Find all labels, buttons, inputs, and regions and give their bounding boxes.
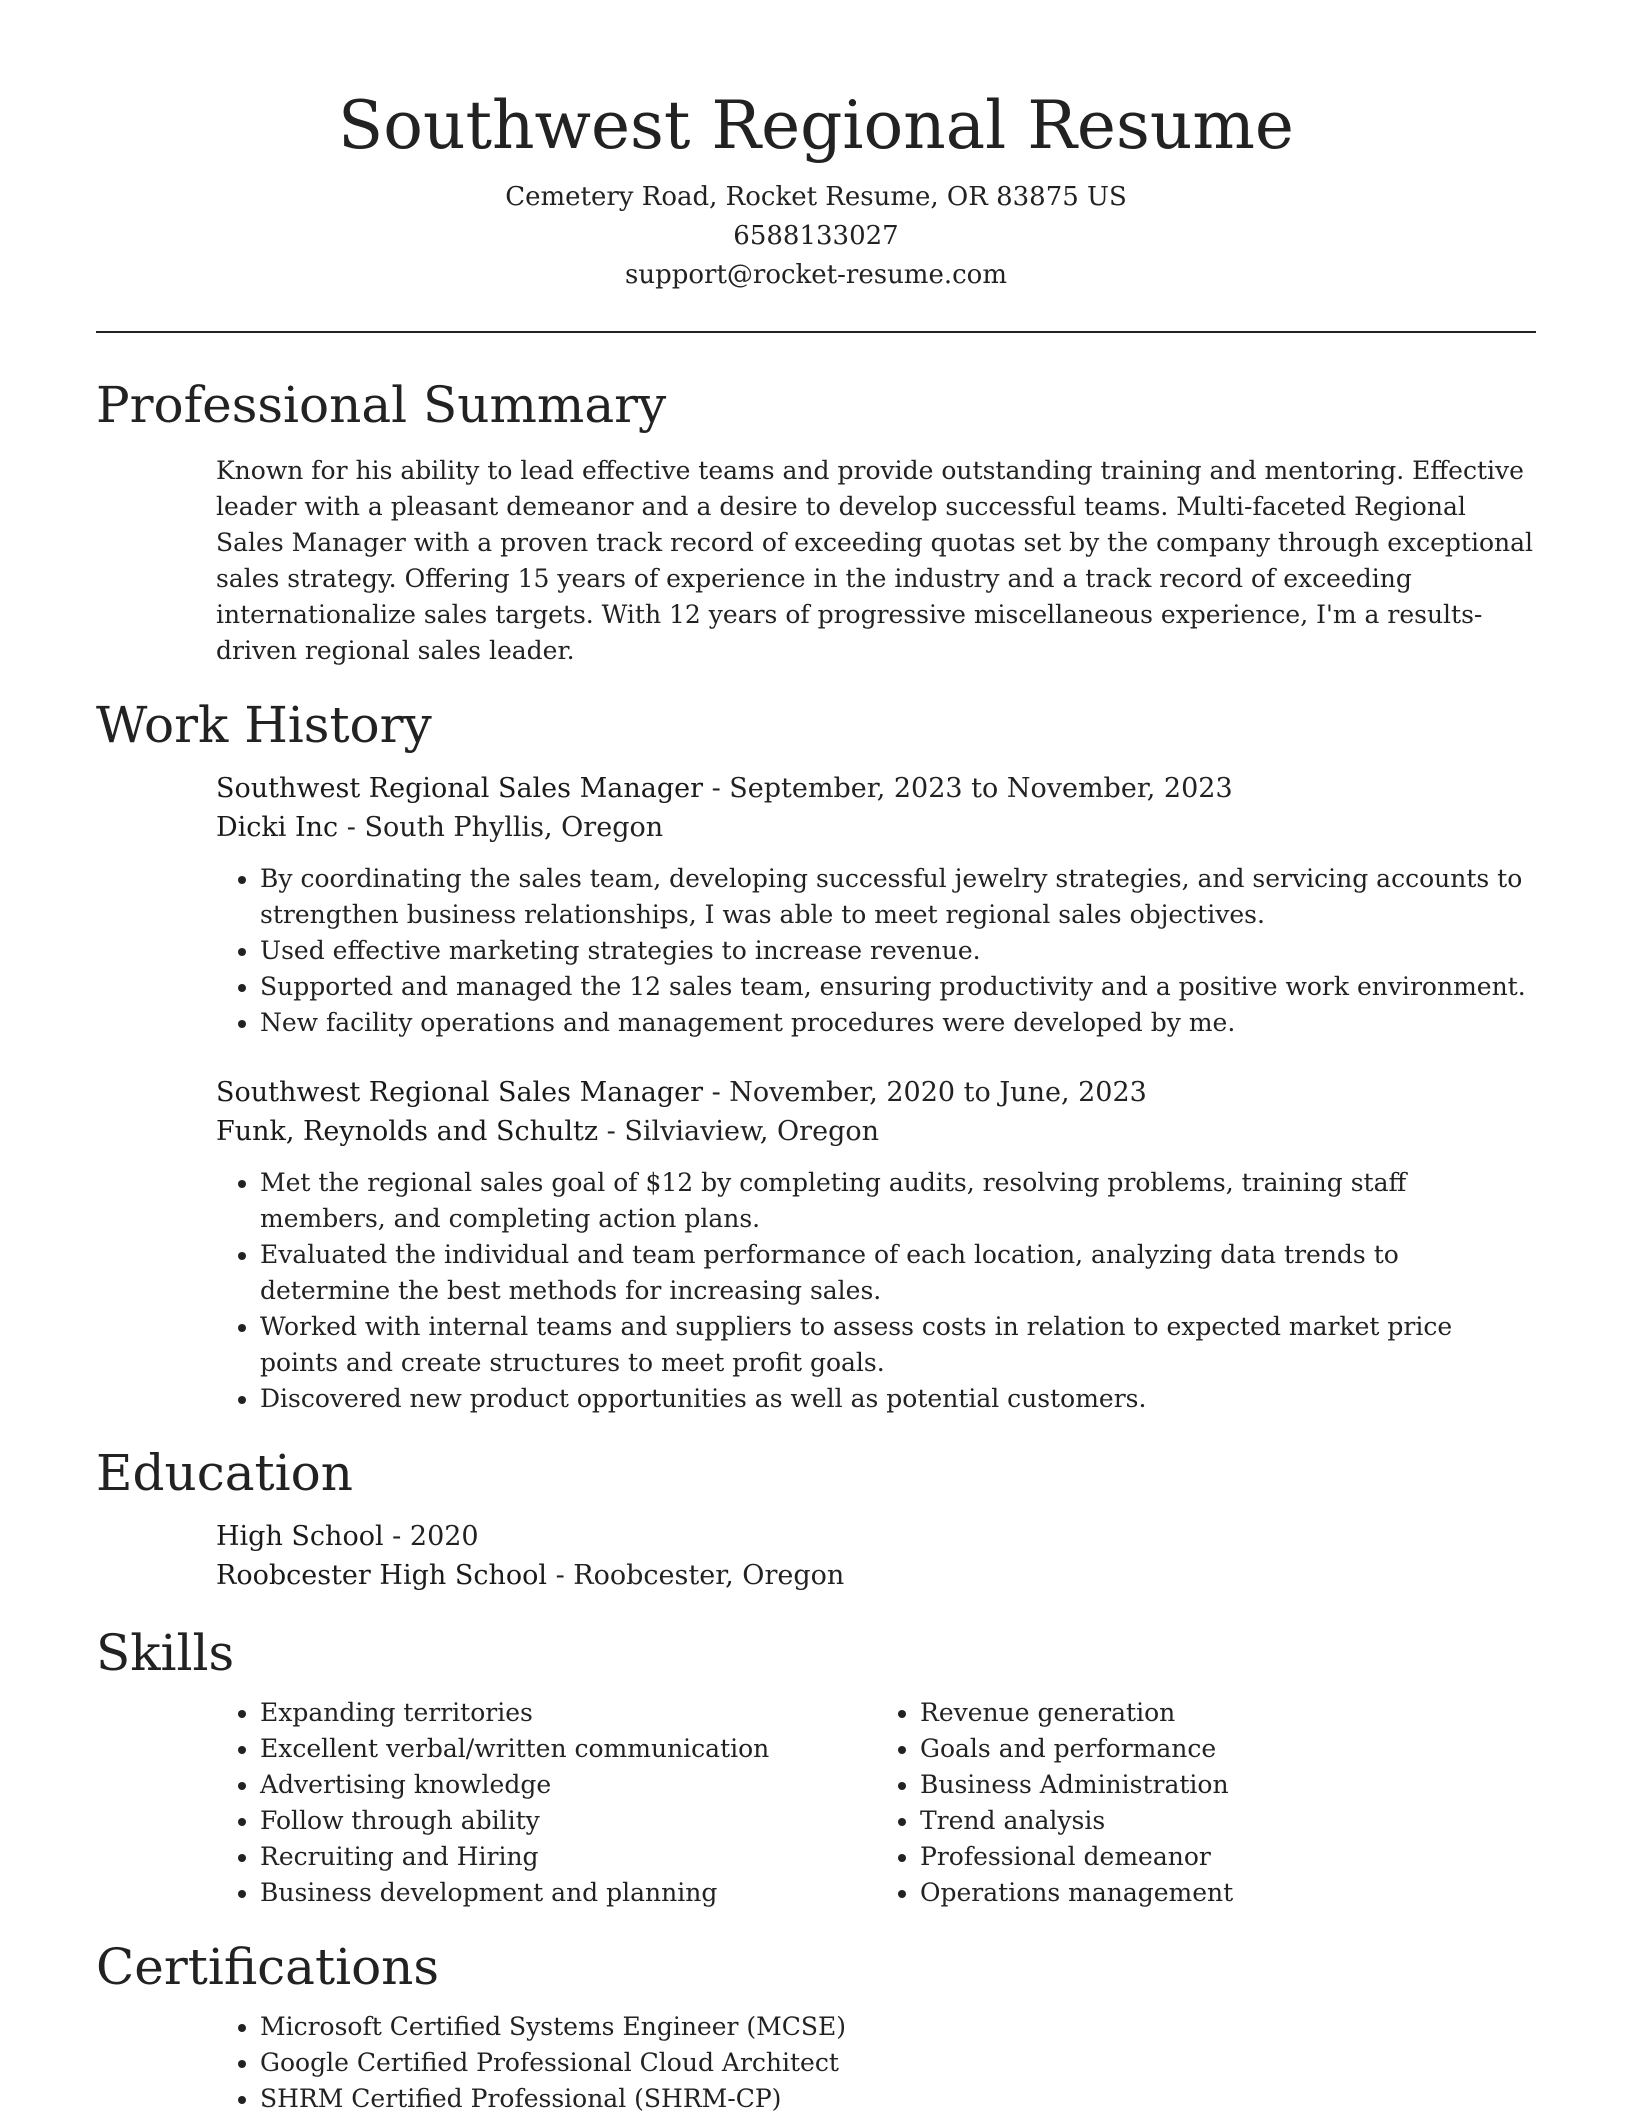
education-degree-line xyxy=(216,1517,1536,1556)
work-title: Work History xyxy=(96,696,432,754)
certification-item: • Google Certified Professional Cloud Architect xyxy=(260,2045,1536,2081)
skills-title: Skills xyxy=(96,1624,235,1682)
certifications-section xyxy=(96,1937,1536,2117)
certification-item: • Microsoft Certified Systems Engineer (MCSE) xyxy=(260,2009,1536,2045)
certifications-body xyxy=(216,2009,1536,2117)
job-entry xyxy=(216,769,1536,1041)
education-section xyxy=(96,1443,1536,1595)
contact-info xyxy=(96,178,1536,295)
summary-text: Known for his ability to lead effective teams and provide outstanding training and mentoring. Effective leader with a pleasant demeanor and a desire to develop successful teams. Multi-faceted Regional Sales Manager with a proven track record of exceeding quotas set by the company through exceptional sales strategy. Offering 15 years of experience in the industry and a track record of exceeding internationalize sales targets. With 12 years of progressive miscellaneous experience, I'm a results-driven regional sales leader. xyxy=(216,456,1533,665)
job-title-line xyxy=(216,769,1536,808)
education-entry xyxy=(216,1517,1536,1595)
header-divider xyxy=(96,331,1536,333)
separator: - xyxy=(383,1521,410,1552)
certifications-title: Certifications xyxy=(96,1938,440,1996)
resume-page xyxy=(96,0,1536,2117)
education-location: Roobcester, Oregon xyxy=(573,1560,845,1591)
separator: - xyxy=(703,773,730,804)
summary-body xyxy=(216,453,1536,669)
job-location: Silviaview, Oregon xyxy=(624,1116,880,1147)
skill-item: • Operations management xyxy=(920,1875,1536,1911)
skill-item: • Recruiting and Hiring xyxy=(260,1839,876,1875)
education-school-line xyxy=(216,1556,1536,1595)
job-location: South Phyllis, Oregon xyxy=(364,812,664,843)
skills-grid xyxy=(216,1695,1536,1911)
separator: - xyxy=(547,1560,574,1591)
work-section xyxy=(96,695,1536,1417)
separator: - xyxy=(338,812,365,843)
separator: - xyxy=(598,1116,625,1147)
contact-address: Cemetery Road, Rocket Resume, OR 83875 US xyxy=(505,182,1127,212)
job-company-line xyxy=(216,808,1536,847)
skills-right-column xyxy=(876,1695,1536,1911)
contact-email: support@rocket-resume.com xyxy=(624,260,1007,290)
list-item: • New facility operations and management procedures were developed by me. xyxy=(260,1005,1536,1041)
certification-item: • SHRM Certified Professional (SHRM-CP) xyxy=(260,2081,1536,2117)
list-item: • By coordinating the sales team, developing successful jewelry strategies, and servicing accounts to strengthen business relationships, I was able to meet regional sales objectives. xyxy=(260,861,1536,933)
job-dates: November, 2020 to June, 2023 xyxy=(729,1077,1147,1108)
resume-header xyxy=(96,0,1536,295)
summary-title: Professional Summary xyxy=(96,376,667,434)
list-item: • Evaluated the individual and team performance of each location, analyzing data trends to determine the best methods for increasing sales. xyxy=(260,1237,1536,1309)
separator: - xyxy=(703,1077,730,1108)
skills-left-column xyxy=(216,1695,876,1911)
education-year: 2020 xyxy=(409,1521,479,1552)
list-item: • Discovered new product opportunities as well as potential customers. xyxy=(260,1381,1536,1417)
list-item: • Met the regional sales goal of $12 by completing audits, resolving problems, training staff members, and completing action plans. xyxy=(260,1165,1536,1237)
skill-item: • Follow through ability xyxy=(260,1803,876,1839)
education-title: Education xyxy=(96,1444,353,1502)
list-item: • Worked with internal teams and suppliers to assess costs in relation to expected market price points and create structures to meet profit goals. xyxy=(260,1309,1536,1381)
job-company: Dicki Inc xyxy=(216,812,339,843)
skill-item: • Trend analysis xyxy=(920,1803,1536,1839)
job-role: Southwest Regional Sales Manager xyxy=(216,1077,703,1108)
job-title-line xyxy=(216,1073,1536,1112)
education-school: Roobcester High School xyxy=(216,1560,547,1591)
skill-item: • Advertising knowledge xyxy=(260,1767,876,1803)
skills-section xyxy=(96,1623,1536,1911)
job-role: Southwest Regional Sales Manager xyxy=(216,773,703,804)
skill-item: • Business Administration xyxy=(920,1767,1536,1803)
contact-phone: 6588133027 xyxy=(733,221,899,251)
skill-item: • Excellent verbal/written communication xyxy=(260,1731,876,1767)
job-dates: September, 2023 to November, 2023 xyxy=(729,773,1233,804)
skill-item: • Goals and performance xyxy=(920,1731,1536,1767)
skill-item: • Revenue generation xyxy=(920,1695,1536,1731)
resume-name: Southwest Regional Resume xyxy=(338,87,1294,164)
skill-item: • Business development and planning xyxy=(260,1875,876,1911)
job-company-line xyxy=(216,1112,1536,1151)
job-bullets xyxy=(216,861,1536,1041)
skill-item: • Professional demeanor xyxy=(920,1839,1536,1875)
skill-item: • Expanding territories xyxy=(260,1695,876,1731)
job-company: Funk, Reynolds and Schultz xyxy=(216,1116,599,1147)
job-entry xyxy=(216,1073,1536,1417)
certifications-list xyxy=(216,2009,1536,2117)
list-item: • Supported and managed the 12 sales team, ensuring productivity and a positive work environment. xyxy=(260,969,1536,1005)
summary-section xyxy=(96,375,1536,669)
list-item: • Used effective marketing strategies to increase revenue. xyxy=(260,933,1536,969)
job-bullets xyxy=(216,1165,1536,1417)
education-degree: High School xyxy=(216,1521,384,1552)
